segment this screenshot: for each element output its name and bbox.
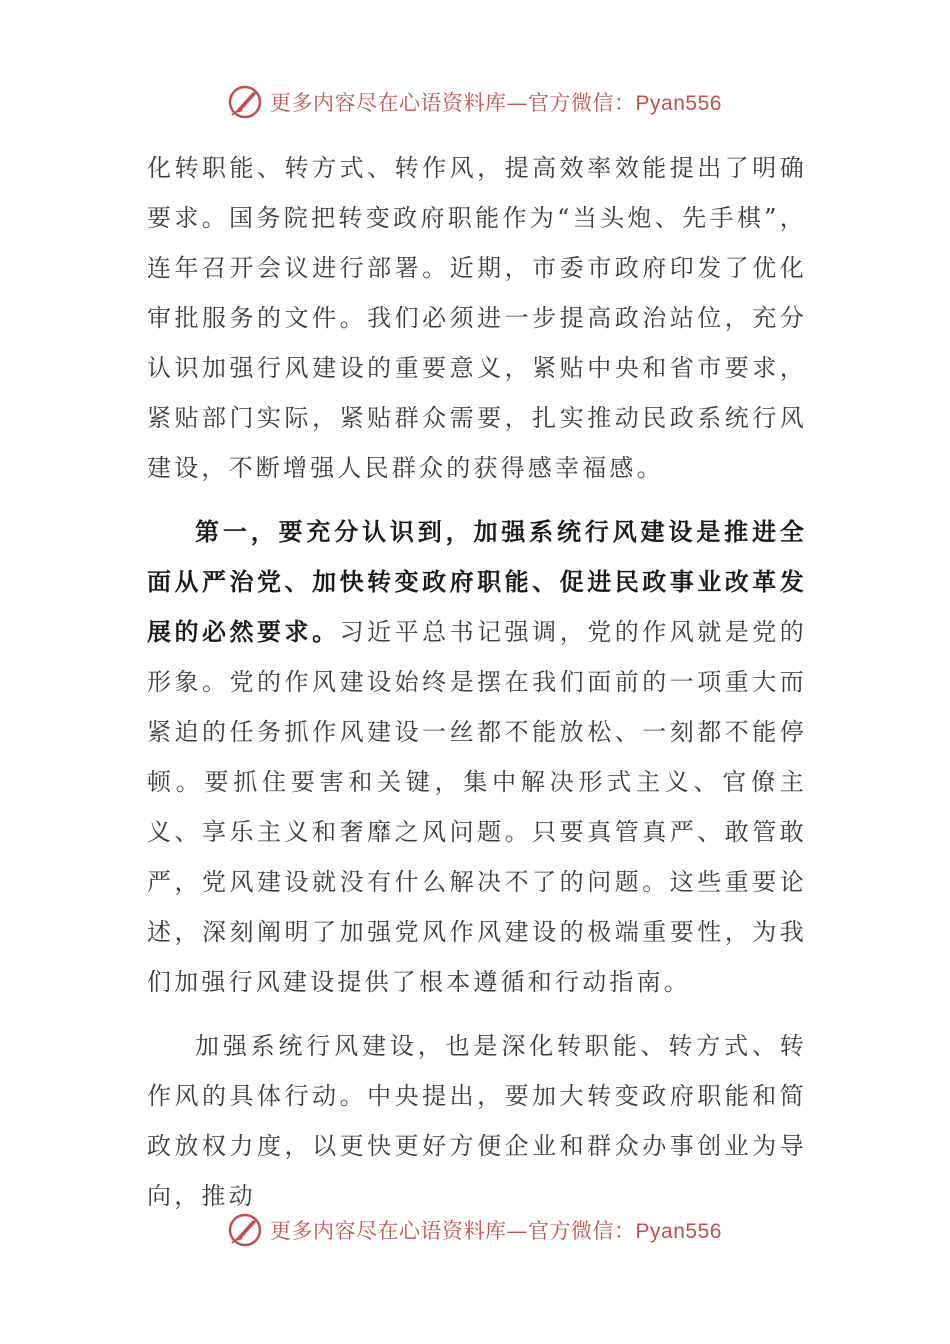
quill-pen-logo-icon (228, 1213, 262, 1247)
footer-banner-text (270, 1215, 722, 1245)
header-brand-text: 更多内容尽在心语资料库 (270, 91, 507, 115)
footer-separator: — (506, 1219, 529, 1243)
header-wechat-id: Pyan556 (635, 92, 722, 115)
header-banner (0, 82, 950, 122)
paragraph-3 (147, 1021, 807, 1221)
footer-brand-text: 更多内容尽在心语资料库 (270, 1219, 507, 1243)
paragraph-2-text: 习近平总书记强调，党的作风就是党的形象。党的作风建设始终是摆在我们面前的一项重大而紧迫的任务抓作风建设一丝都不能放松、一刻都不能停顿。要抓住要害和关键，集中解决形式主义、官僚主义、享乐主义和奢靡之风问题。只要真管真严、敢管敢严，党风建设就没有什么解决不了的问题。这些重要论述，深刻阐明了加强党风作风建设的极端重要性，为我们加强行风建设提供了根本遵循和行动指南。 (147, 618, 807, 996)
document-body (147, 143, 807, 1221)
footer-banner (0, 1210, 950, 1250)
paragraph-2 (147, 507, 807, 1007)
quill-pen-logo-icon (228, 85, 262, 119)
paragraph-3-text: 加强系统行风建设，也是深化转职能、转方式、转作风的具体行动。中央提出，要加大转变政府职能和简政放权力度，以更快更好方便企业和群众办事创业为导向，推动 (147, 1032, 807, 1210)
footer-wechat-id: Pyan556 (635, 1220, 722, 1243)
header-banner-text (270, 87, 722, 117)
paragraph-2-heading: 第一，要充分认识到，加强系统行风建设是推进全面从严治党、加快转变政府职能、促进民政事业改革发展的必然要求。 (147, 517, 807, 646)
footer-wechat-label: 官方微信： (528, 1219, 636, 1243)
paragraph-1 (147, 143, 807, 493)
paragraph-1-text: 化转职能、转方式、转作风，提高效率效能提出了明确要求。国务院把转变政府职能作为“当头炮、先手棋”，连年召开会议进行部署。近期，市委市政府印发了优化审批服务的文件。我们必须进一步提高政治站位，充分认识加强行风建设的重要意义，紧贴中央和省市要求，紧贴部门实际，紧贴群众需要，扎实推动民政系统行风建设，不断增强人民群众的获得感幸福感。 (147, 154, 807, 482)
header-wechat-label: 官方微信： (528, 91, 636, 115)
header-separator: — (506, 91, 529, 115)
